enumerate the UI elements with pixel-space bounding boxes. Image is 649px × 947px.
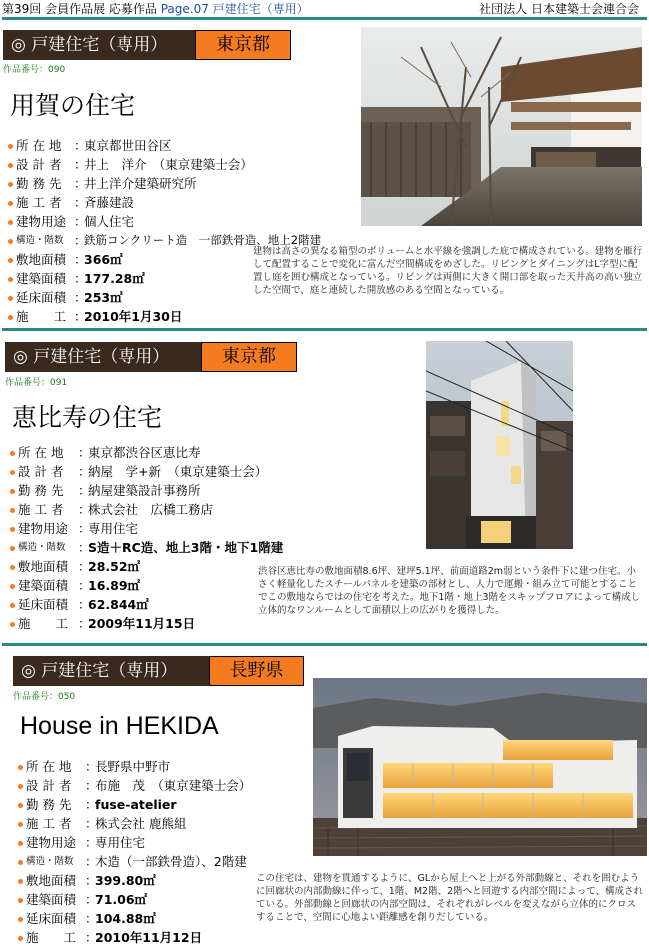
colon: ： bbox=[74, 138, 87, 153]
detail-row bbox=[18, 776, 318, 795]
detail-value: 2009年11月15日 bbox=[88, 616, 196, 631]
detail-value: 納屋 学+新 （東京建築士会） bbox=[88, 464, 268, 479]
bullet-icon bbox=[18, 936, 23, 941]
detail-label: 建築面積 bbox=[16, 271, 67, 286]
detail-row bbox=[18, 852, 318, 871]
detail-value: 62.844㎡ bbox=[88, 597, 149, 612]
bullet-icon bbox=[8, 201, 13, 206]
category-label: ◎ 戸建住宅（専用） bbox=[3, 30, 195, 60]
project-details bbox=[8, 136, 368, 326]
bullet-icon bbox=[8, 163, 13, 168]
colon: ： bbox=[78, 502, 91, 517]
detail-label: 構造・階数 bbox=[18, 542, 66, 553]
detail-label: 延床面積 bbox=[16, 290, 67, 305]
bullet-icon bbox=[8, 239, 13, 244]
bullet-icon bbox=[10, 470, 15, 475]
project-photo bbox=[361, 27, 642, 226]
bullet-icon bbox=[18, 765, 23, 770]
detail-row bbox=[8, 155, 368, 174]
colon: ： bbox=[78, 559, 91, 574]
detail-value: 2010年1月30日 bbox=[84, 309, 183, 324]
detail-value: 16.89㎡ bbox=[88, 578, 141, 593]
colon: ： bbox=[85, 759, 98, 774]
bullet-icon bbox=[10, 565, 15, 570]
header-event: 第39回 会員作品展 応募作品 bbox=[2, 2, 157, 16]
colon: ： bbox=[85, 873, 98, 888]
bullet-icon bbox=[18, 841, 23, 846]
detail-value: 253㎡ bbox=[84, 290, 123, 305]
detail-label: 設 計 者 bbox=[16, 157, 62, 172]
detail-row bbox=[10, 443, 330, 462]
colon: ： bbox=[85, 892, 98, 907]
bullet-icon bbox=[8, 258, 13, 263]
detail-label: 勤 務 先 bbox=[26, 797, 72, 812]
bullet-icon bbox=[10, 603, 15, 608]
project-photo bbox=[426, 341, 573, 549]
detail-value: 71.06㎡ bbox=[95, 892, 148, 907]
detail-label: 敷地面積 bbox=[18, 559, 69, 574]
detail-label: 所 在 地 bbox=[26, 759, 72, 774]
detail-label: 建物用途 bbox=[18, 521, 69, 536]
bullet-icon bbox=[10, 622, 15, 627]
detail-value: 木造（一部鉄骨造）、2階建 bbox=[95, 854, 247, 869]
prefecture-label: 東京都 bbox=[201, 342, 297, 372]
detail-row bbox=[18, 833, 318, 852]
detail-label: 建築面積 bbox=[26, 892, 77, 907]
category-label: ◎ 戸建住宅（専用） bbox=[13, 656, 209, 686]
bullet-icon bbox=[10, 489, 15, 494]
project-title: 恵比寿の住宅 bbox=[12, 403, 163, 432]
detail-label: 延床面積 bbox=[18, 597, 69, 612]
detail-value: 399.80㎡ bbox=[95, 873, 156, 888]
bullet-icon bbox=[18, 803, 23, 808]
colon: ： bbox=[74, 309, 87, 324]
entry-number: 作品番号：090 bbox=[3, 65, 66, 75]
detail-row bbox=[8, 307, 368, 326]
colon: ： bbox=[85, 816, 98, 831]
bullet-icon bbox=[8, 144, 13, 149]
colon: ： bbox=[78, 483, 91, 498]
bullet-icon bbox=[18, 898, 23, 903]
detail-row bbox=[18, 795, 318, 814]
detail-row bbox=[10, 500, 330, 519]
project-description: 建物は高さの異なる箱型のボリュームと水平線を強調した庇で構成されている。建物を雁行して配置することで変化に富んだ空間構成をめざした。リビングとダイニングはL字型に配置し庭を囲む構成となっている。リビングは両側に大きく開口部を取った天井高の高い独立した空間で、庭と連続した開放感のある空間となっている。 bbox=[253, 246, 643, 296]
colon: ： bbox=[74, 195, 87, 210]
detail-label: 構造・階数 bbox=[16, 235, 64, 246]
header-page-label: Page.07 戸建住宅（専用） bbox=[160, 2, 309, 16]
detail-value: 104.88㎡ bbox=[95, 911, 156, 926]
detail-label: 施 工 者 bbox=[26, 816, 72, 831]
category-label: ◎ 戸建住宅（専用） bbox=[5, 342, 201, 372]
detail-value: 177.28㎡ bbox=[84, 271, 145, 286]
detail-row bbox=[8, 212, 368, 231]
bullet-icon bbox=[10, 546, 15, 551]
detail-label: 施 工 者 bbox=[16, 195, 62, 210]
detail-value: 東京都世田谷区 bbox=[84, 138, 172, 153]
project-description: 渋谷区恵比寿の敷地面積8.6坪、建坪5.1坪、前面道路2m弱という条件下に建つ住宅。小さく軽量化したスチールパネルを建築の部材とし、人力で運搬・組み立て可能とすることでこの敷地ならではの住宅を考えた。地下1階・地上3階をスキップフロアによって構成し立体的なワンルームとして面積以上の広がりを獲得した。 bbox=[258, 566, 641, 616]
colon: ： bbox=[74, 271, 87, 286]
detail-label: 延床面積 bbox=[26, 911, 77, 926]
detail-row bbox=[10, 538, 330, 557]
detail-label: 所 在 地 bbox=[16, 138, 62, 153]
detail-value: 2010年11月12日 bbox=[95, 930, 203, 945]
detail-row bbox=[8, 174, 368, 193]
colon: ： bbox=[74, 214, 87, 229]
project-photo bbox=[313, 678, 647, 856]
detail-row bbox=[8, 136, 368, 155]
colon: ： bbox=[85, 835, 98, 850]
detail-label: 構造・階数 bbox=[26, 856, 74, 867]
header-divider bbox=[2, 17, 647, 20]
page-header bbox=[0, 0, 649, 18]
colon: ： bbox=[85, 854, 98, 869]
colon: ： bbox=[78, 616, 91, 631]
category-band bbox=[5, 342, 297, 372]
detail-label: 施 工 者 bbox=[18, 502, 64, 517]
detail-value: 株式会社 鹿熊組 bbox=[95, 816, 187, 831]
detail-row bbox=[10, 462, 330, 481]
detail-value: S造＋RC造、地上3階・地下1階建 bbox=[88, 540, 284, 555]
bullet-icon bbox=[18, 822, 23, 827]
detail-row bbox=[8, 193, 368, 212]
detail-label: 建築面積 bbox=[18, 578, 69, 593]
project-title: House in HEKIDA bbox=[20, 712, 219, 740]
entry-number: 作品番号：091 bbox=[5, 378, 68, 388]
bullet-icon bbox=[18, 879, 23, 884]
bullet-icon bbox=[18, 784, 23, 789]
entry-number: 作品番号：050 bbox=[13, 692, 76, 702]
section-divider bbox=[2, 328, 647, 331]
colon: ： bbox=[78, 578, 91, 593]
category-band bbox=[3, 30, 291, 60]
detail-value: fuse-atelier bbox=[95, 797, 177, 812]
detail-label: 勤 務 先 bbox=[18, 483, 64, 498]
bullet-icon bbox=[18, 917, 23, 922]
detail-value: 井上洋介建築研究所 bbox=[84, 176, 197, 191]
bullet-icon bbox=[18, 860, 23, 865]
detail-label: 設 計 者 bbox=[18, 464, 64, 479]
detail-label: 建物用途 bbox=[16, 214, 67, 229]
detail-value: 個人住宅 bbox=[84, 214, 135, 229]
detail-value: 東京都渋谷区恵比寿 bbox=[88, 445, 201, 460]
detail-label: 敷地面積 bbox=[26, 873, 77, 888]
colon: ： bbox=[78, 521, 91, 536]
colon: ： bbox=[85, 778, 98, 793]
prefecture-label: 東京都 bbox=[195, 30, 291, 60]
bullet-icon bbox=[10, 451, 15, 456]
colon: ： bbox=[85, 911, 98, 926]
colon: ： bbox=[74, 252, 87, 267]
detail-value: 井上 洋介 （東京建築士会） bbox=[84, 157, 253, 172]
bullet-icon bbox=[8, 315, 13, 320]
colon: ： bbox=[78, 597, 91, 612]
detail-value: 366㎡ bbox=[84, 252, 123, 267]
detail-row bbox=[18, 757, 318, 776]
bullet-icon bbox=[8, 296, 13, 301]
colon: ： bbox=[78, 445, 91, 460]
detail-value: 斉藤建設 bbox=[84, 195, 135, 210]
bullet-icon bbox=[8, 220, 13, 225]
prefecture-label: 長野県 bbox=[209, 656, 304, 686]
header-left bbox=[2, 0, 309, 17]
bullet-icon bbox=[8, 182, 13, 187]
bullet-icon bbox=[10, 508, 15, 513]
project-title: 用賀の住宅 bbox=[10, 91, 136, 120]
detail-value: 専用住宅 bbox=[95, 835, 146, 850]
detail-label: 所 在 地 bbox=[18, 445, 64, 460]
colon: ： bbox=[85, 797, 98, 812]
colon: ： bbox=[78, 464, 91, 479]
detail-label: 施 工 bbox=[18, 616, 69, 631]
detail-value: 納屋建築設計事務所 bbox=[88, 483, 201, 498]
detail-label: 敷地面積 bbox=[16, 252, 67, 267]
bullet-icon bbox=[10, 527, 15, 532]
detail-label: 建物用途 bbox=[26, 835, 77, 850]
category-band bbox=[13, 656, 304, 686]
detail-label: 施 工 bbox=[26, 930, 77, 945]
detail-label: 勤 務 先 bbox=[16, 176, 62, 191]
bullet-icon bbox=[8, 277, 13, 282]
detail-row bbox=[10, 519, 330, 538]
colon: ： bbox=[74, 290, 87, 305]
detail-row bbox=[18, 814, 318, 833]
detail-row bbox=[18, 928, 318, 947]
detail-value: 専用住宅 bbox=[88, 521, 139, 536]
project-description: この住宅は、建物を貫通するように、GLから屋上へと上がる外部動線と、それを囲むように回廊状の内部動線に伴って、1階、M2階、2階へと回遊する内部空間によって、構成されている。外部動線と回廊状の内部空間は、それぞれがレベルを変えながら立体的にクロスすることで、空間に心地よい距離感を創りだしている。 bbox=[256, 873, 643, 923]
detail-value: 鉄筋コンクリート造 一部鉄骨造、地上2階建 bbox=[84, 233, 322, 247]
detail-value: 株式会社 広橋工務店 bbox=[88, 502, 214, 517]
detail-value: 28.52㎡ bbox=[88, 559, 141, 574]
detail-row bbox=[10, 481, 330, 500]
colon: ： bbox=[74, 233, 87, 248]
colon: ： bbox=[78, 540, 91, 555]
header-organization: 社団法人 日本建築士会連合会 bbox=[479, 2, 639, 16]
detail-value: 布施 茂 （東京建築士会） bbox=[95, 778, 252, 793]
detail-label: 設 計 者 bbox=[26, 778, 72, 793]
section-divider bbox=[2, 643, 647, 646]
colon: ： bbox=[74, 157, 87, 172]
colon: ： bbox=[74, 176, 87, 191]
detail-value: 長野県中野市 bbox=[95, 759, 171, 774]
bullet-icon bbox=[10, 584, 15, 589]
detail-label: 施 工 bbox=[16, 309, 67, 324]
colon: ： bbox=[85, 930, 98, 945]
